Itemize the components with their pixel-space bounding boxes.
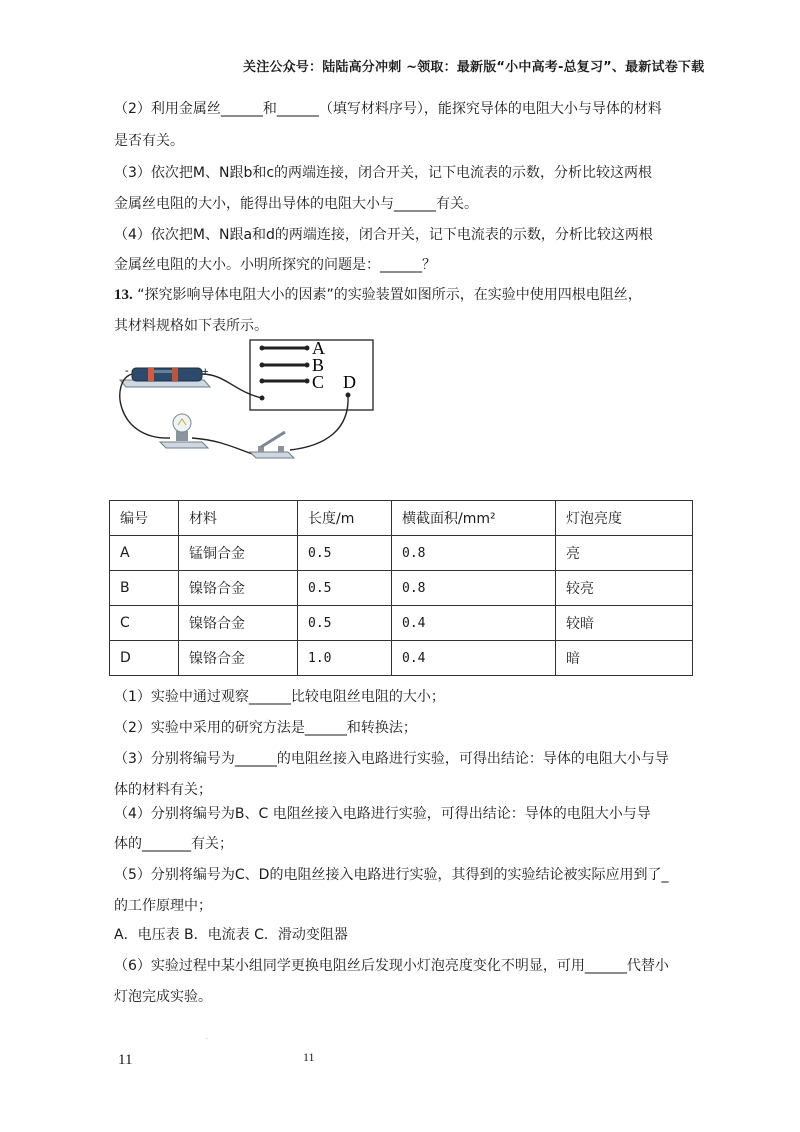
q13-sub-line-8: 的工作原理中； (114, 898, 212, 914)
table-cell: 0.5 (298, 536, 392, 571)
table-cell: 镍铬合金 (179, 641, 298, 676)
table-cell: 锰铜合金 (179, 536, 298, 571)
resistor-spec-table (109, 500, 693, 676)
wire-label-d: D (343, 372, 356, 392)
switch-icon (258, 432, 285, 452)
q13-sub-line-5: （4）分别将编号为B、C 电阻丝接入电路进行实验，可得出结论：导体的电阻大小与导 (114, 806, 651, 822)
table-cell: 较亮 (556, 571, 693, 606)
table-cell: 0.5 (298, 606, 392, 641)
question-number: 13. (114, 287, 133, 303)
page-number-left: 11 (118, 1052, 133, 1068)
table-header-cell: 材料 (179, 501, 298, 536)
table-header-row (110, 501, 693, 536)
battery-minus-label: - (125, 365, 129, 377)
q13-intro-line-1 (114, 285, 694, 305)
q13-intro-text: “探究影响导体电阻大小的因素”的实验装置如图所示，在实验中使用四根电阻丝， (137, 287, 642, 303)
prev-q-line-5: （4）依次把M、N跟a和d的两端连接，闭合开关，记下电流表的示数，分析比较这两根 (114, 227, 653, 243)
table-row (110, 641, 693, 676)
q13-sub-line-3: （3）分别将编号为______的电阻丝接入电路进行实验，可得出结论：导体的电阻大小与导 (114, 751, 669, 767)
q13-sub-line-1: （1）实验中通过观察______比较电阻丝电阻的大小； (114, 689, 445, 705)
q13-sub-line-6: 体的_______有关； (114, 836, 233, 852)
table-cell: A (110, 536, 179, 571)
q13-sub-line-2: （2）实验中采用的研究方法是______和转换法； (114, 720, 417, 736)
table-cell: 0.5 (298, 571, 392, 606)
wire-label-b: B (312, 355, 325, 375)
table-cell: 0.4 (392, 606, 556, 641)
table-cell: 暗 (556, 641, 693, 676)
prev-q-line-4: 金属丝电阻的大小，能得出导体的电阻大小与______有关。 (114, 196, 478, 212)
table-cell: 亮 (556, 536, 693, 571)
table-cell: 0.8 (392, 536, 556, 571)
battery-plus-label: + (202, 366, 209, 378)
table-row (110, 606, 693, 641)
table-row (110, 536, 693, 571)
q13-options-line: A．电压表 B．电流表 C．滑动变阻器 (114, 927, 348, 943)
wire-label-a: A (312, 338, 325, 358)
wire-label-c: C (312, 372, 325, 392)
table-cell: 1.0 (298, 641, 392, 676)
stray-dot: . (206, 1034, 208, 1041)
table-cell: 0.4 (392, 641, 556, 676)
table-cell: C (110, 606, 179, 641)
q13-sub-line-9: （6）实验过程中某小组同学更换电阻丝后发现小灯泡亮度变化不明显，可用______代替小 (114, 958, 669, 974)
q13-intro-line-2: 其材料规格如下表所示。 (114, 318, 268, 334)
table-cell: 镍铬合金 (179, 571, 298, 606)
table-cell: 0.8 (392, 571, 556, 606)
table-header-cell: 横截面积/mm² (392, 501, 556, 536)
page-number-center: 11 (303, 1050, 315, 1064)
table-row (110, 571, 693, 606)
prev-q-line-1: （2）利用金属丝______和______（填写材料序号），能探究导体的电阻大小与导体的材料 (114, 101, 662, 117)
prev-q-line-3: （3）依次把M、N跟b和c的两端连接，闭合开关，记下电流表的示数，分析比较这两根 (114, 165, 653, 181)
table-header-cell: 编号 (110, 501, 179, 536)
q13-sub-line-4: 体的材料有关； (114, 782, 212, 798)
q13-sub-line-10: 灯泡完成实验。 (114, 989, 212, 1005)
light-bulb-icon (173, 414, 191, 441)
table-cell: D (110, 641, 179, 676)
table-cell: 较暗 (556, 606, 693, 641)
circuit-diagram (110, 330, 400, 470)
table-cell: B (110, 571, 179, 606)
table-header-cell: 灯泡亮度 (556, 501, 693, 536)
battery-icon (132, 368, 202, 381)
table-cell: 镍铬合金 (179, 606, 298, 641)
prev-q-line-2: 是否有关。 (114, 133, 184, 149)
q13-sub-line-7: （5）分别将编号为C、D的电阻丝接入电路进行实验，其得到的实验结论被实际应用到了_ (114, 867, 669, 883)
prev-q-line-6: 金属丝电阻的大小。小明所探究的问题是：______？ (114, 257, 436, 273)
table-header-cell: 长度/m (298, 501, 392, 536)
page-header-banner: 关注公众号：陆陆高分冲刺 ~领取：最新版“小中高考-总复习”、最新试卷下载 (243, 60, 705, 75)
